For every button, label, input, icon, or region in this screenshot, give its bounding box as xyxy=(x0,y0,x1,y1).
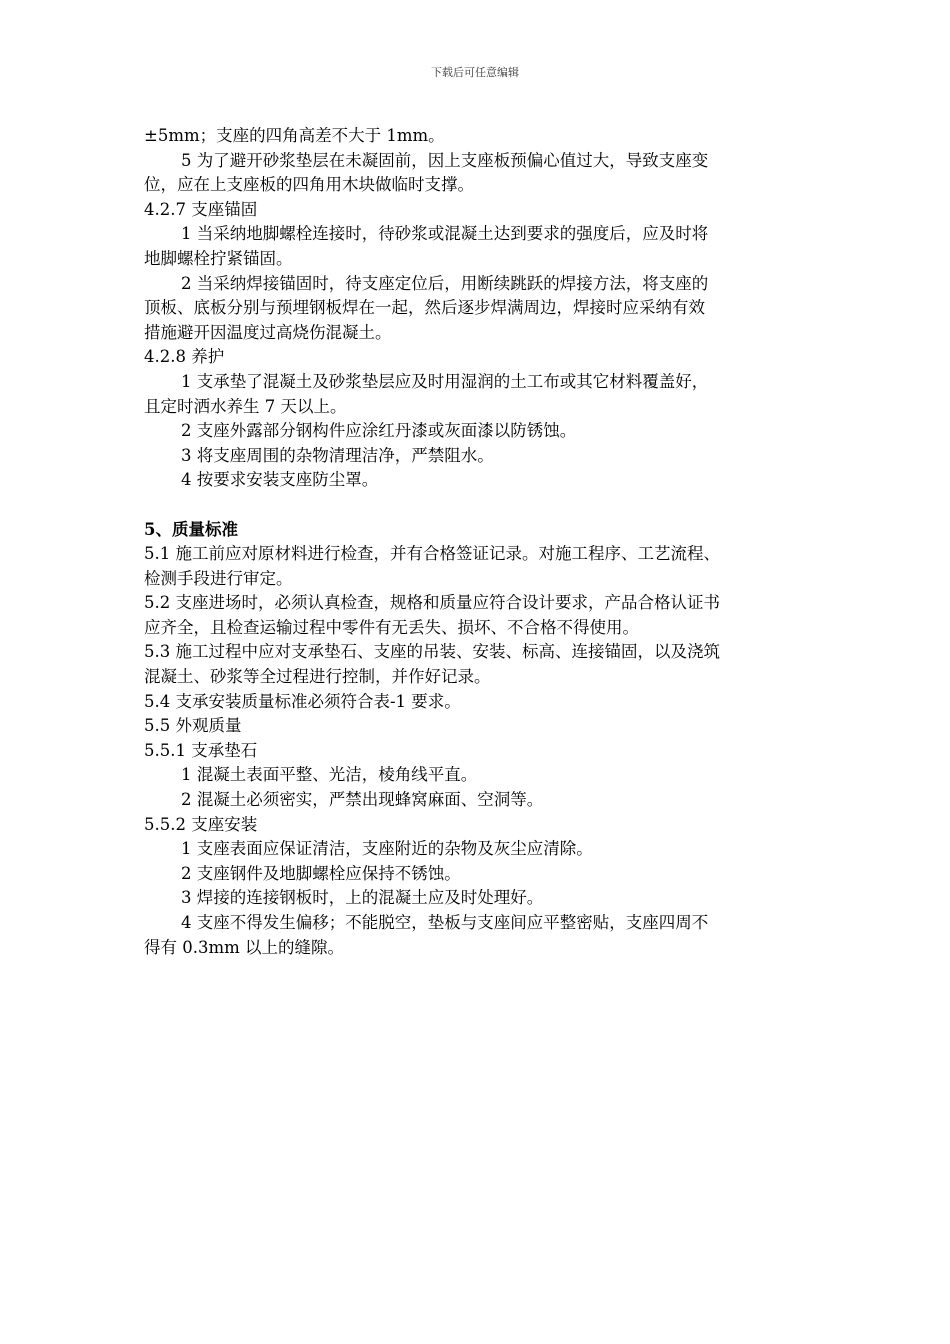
text-line: 2 支座外露部分钢构件应涂红丹漆或灰面漆以防锈蚀。 xyxy=(181,421,577,441)
text-line: 3 将支座周围的杂物清理洁净，严禁阻水。 xyxy=(181,445,494,465)
text-line: 措施避开因温度过高烧伤混凝土。 xyxy=(144,322,392,342)
section-heading: 5、质量标准 xyxy=(144,519,238,539)
text-line: 且定时洒水养生 7 天以上。 xyxy=(144,396,347,416)
text-line: 5.5.1 支承垫石 xyxy=(144,740,258,760)
text-line: 地脚螺栓拧紧锚固。 xyxy=(144,248,293,268)
blank-line xyxy=(144,493,808,518)
text-line: 顶板、底板分别与预埋钢板焊在一起，然后逐步焊满周边，焊接时应采纳有效 xyxy=(144,298,705,318)
page-header: 下载后可任意编辑 xyxy=(431,66,519,79)
text-line: 2 混凝土必须密实，严禁出现蜂窝麻面、空洞等。 xyxy=(181,790,544,810)
text-line: 位，应在上支座板的四角用木块做临时支撑。 xyxy=(144,175,474,195)
text-line: 2 支座钢件及地脚螺栓应保持不锈蚀。 xyxy=(181,863,461,883)
text-line: 4 按要求安装支座防尘罩。 xyxy=(181,470,379,490)
text-line: 得有 0.3mm 以上的缝隙。 xyxy=(144,937,345,957)
text-line: 检测手段进行审定。 xyxy=(144,568,293,588)
text-line: 5.5 外观质量 xyxy=(144,716,242,736)
text-line: 4.2.7 支座锚固 xyxy=(144,199,258,219)
text-line: 5.5.2 支座安装 xyxy=(144,814,258,834)
text-line: 5.1 施工前应对原材料进行检查，并有合格签证记录。对施工程序、工艺流程、 xyxy=(144,544,720,564)
text-line: 5 为了避开砂浆垫层在未凝固前，因上支座板预偏心值过大，导致支座变 xyxy=(181,150,709,170)
text-line: 1 支承垫了混凝土及砂浆垫层应及时用湿润的土工布或其它材料覆盖好， xyxy=(181,371,709,391)
text-line: 应齐全，且检查运输过程中零件有无丢失、损坏、不合格不得使用。 xyxy=(144,617,639,637)
text-line: 1 支座表面应保证清洁，支座附近的杂物及灰尘应清除。 xyxy=(181,839,593,859)
text-line: 5.3 施工过程中应对支承垫石、支座的吊装、安装、标高、连接锚固，以及浇筑 xyxy=(144,642,720,662)
text-line: 1 混凝土表面平整、光洁，棱角线平直。 xyxy=(181,765,478,785)
text-line: 1 当采纳地脚螺栓连接时，待砂浆或混凝土达到要求的强度后，应及时将 xyxy=(181,224,709,244)
text-line: 5.4 支承安装质量标准必须符合表-1 要求。 xyxy=(144,691,461,711)
text-line: 4 支座不得发生偏移；不能脱空，垫板与支座间应平整密贴，支座四周不 xyxy=(181,913,709,932)
text-line: ±5mm；支座的四角高差不大于 1mm。 xyxy=(144,126,445,145)
text-line: 3 焊接的连接钢板时，上的混凝土应及时处理好。 xyxy=(181,888,544,908)
text-line: 2 当采纳焊接锚固时，待支座定位后，用断续跳跃的焊接方法，将支座的 xyxy=(181,273,709,293)
document-body xyxy=(144,124,808,960)
text-line: 5.2 支座进场时，必须认真检查，规格和质量应符合设计要求，产品合格认证书 xyxy=(144,593,720,613)
text-line: 混凝土、砂浆等全过程进行控制，并作好记录。 xyxy=(144,667,491,687)
text-line: 4.2.8 养护 xyxy=(144,347,225,367)
